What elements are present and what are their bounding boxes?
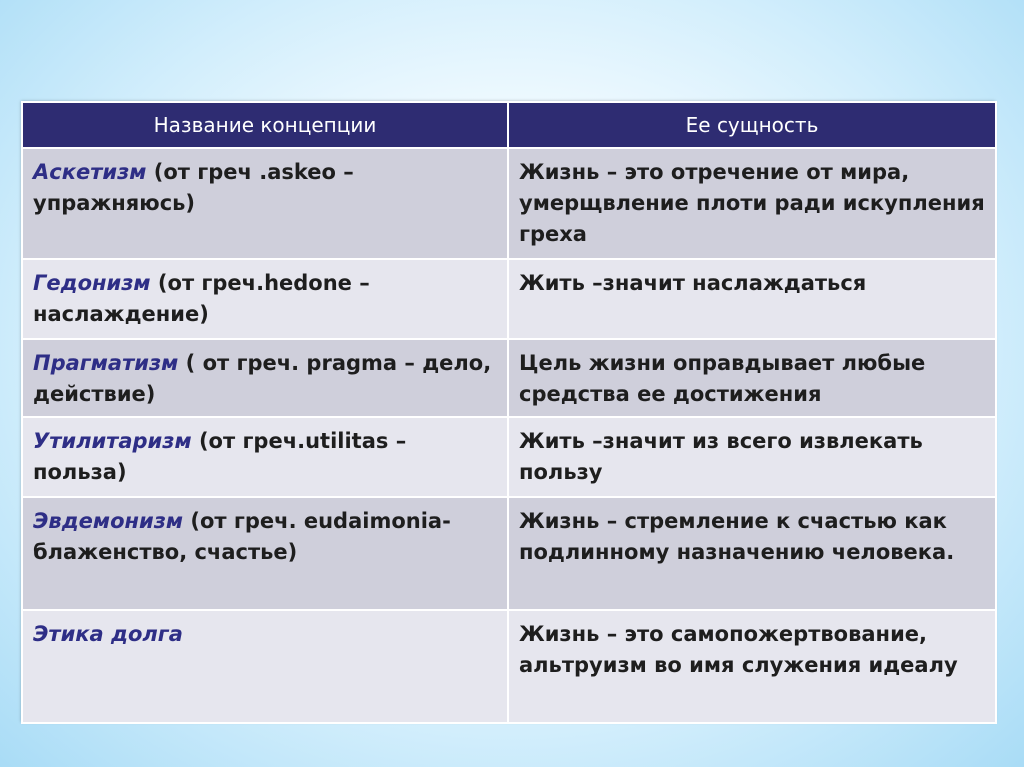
table-row: [22, 259, 996, 339]
table-row: [22, 610, 996, 723]
header-concept-name: Название концепции: [22, 102, 508, 148]
concept-term: Эвдемонизм: [33, 509, 184, 533]
table-row: [22, 339, 996, 417]
concept-cell: [22, 339, 508, 417]
concept-cell: [22, 497, 508, 610]
concept-term: Гедонизм: [33, 271, 151, 295]
concepts-table-grid: [21, 101, 997, 724]
concept-cell: [22, 148, 508, 259]
concept-term: Аскетизм: [33, 160, 147, 184]
concept-cell: [22, 417, 508, 497]
essence-cell: Жизнь – это отречение от мира, умерщвление плоти ради искупления греха: [508, 148, 996, 259]
concept-cell: [22, 259, 508, 339]
table-header-row: [22, 102, 996, 148]
concept-origin: (от греч.utilitas – польза): [33, 429, 407, 484]
table-row: [22, 417, 996, 497]
table-row: [22, 497, 996, 610]
table-row: [22, 148, 996, 259]
header-essence: Ее сущность: [508, 102, 996, 148]
essence-cell: Жить –значит наслаждаться: [508, 259, 996, 339]
concept-term: Прагматизм: [33, 351, 179, 375]
essence-cell: Жизнь – это самопожертвование, альтруизм во имя служения идеалу: [508, 610, 996, 723]
concepts-table: [21, 101, 995, 722]
concept-origin: (от греч .askeo – упражняюсь): [33, 160, 354, 215]
concept-term: Этика долга: [33, 622, 183, 646]
concept-term: Утилитаризм: [33, 429, 192, 453]
essence-cell: Жить –значит из всего извлекать пользу: [508, 417, 996, 497]
concept-origin: (от греч.hedone – наслаждение): [33, 271, 370, 326]
essence-cell: Жизнь – стремление к счастью как подлинному назначению человека.: [508, 497, 996, 610]
concept-cell: [22, 610, 508, 723]
essence-cell: Цель жизни оправдывает любые средства ее достижения: [508, 339, 996, 417]
concept-origin: (от греч. eudaimonia- блаженство, счастье): [33, 509, 451, 564]
concept-origin: ( от греч. pragma – дело, действие): [33, 351, 492, 406]
